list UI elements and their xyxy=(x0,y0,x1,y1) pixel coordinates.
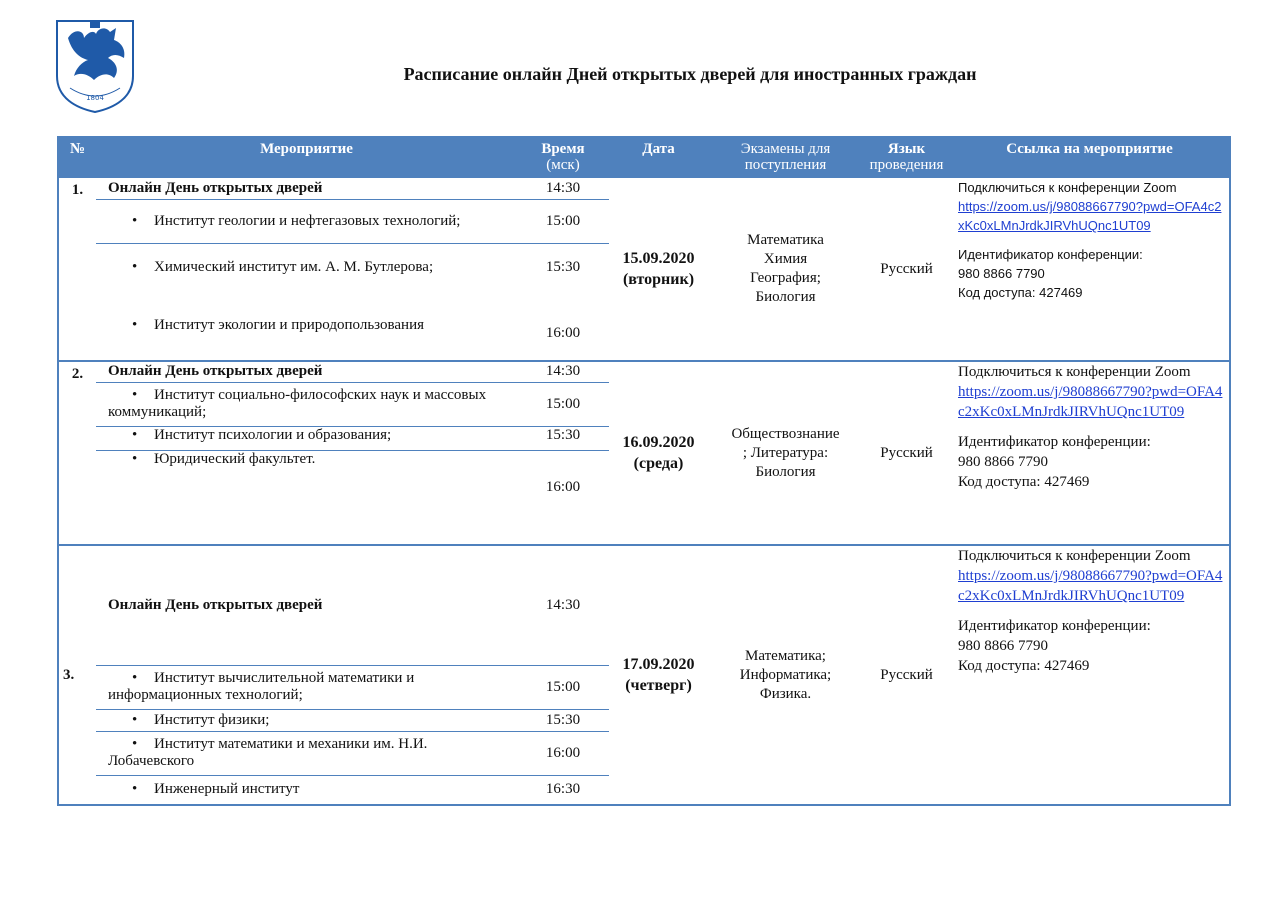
event-time: 16:30 xyxy=(545,781,581,798)
event-date: 17.09.2020 (четверг) xyxy=(609,545,708,805)
conference-id-label: Идентификатор конференции: xyxy=(958,618,1151,634)
col-link: Ссылка на мероприятие xyxy=(950,137,1230,178)
col-exams: Экзамены для поступления xyxy=(708,137,863,178)
conference-link-cell xyxy=(950,178,1230,361)
event-title: Онлайн День открытых дверей xyxy=(96,545,517,665)
event-time: 15:30 xyxy=(545,258,581,275)
event-language: Русский xyxy=(880,260,933,277)
table-row xyxy=(58,178,1230,199)
list-item: • Инженерный институт xyxy=(132,781,300,798)
connect-text: Подключиться к конференции Zoom xyxy=(958,548,1191,564)
list-item: • Институт социально-философских наук и массовых коммуникаций; xyxy=(96,382,517,426)
event-time: 15:00 xyxy=(517,382,609,426)
event-language: Русский xyxy=(863,545,950,805)
list-item: • Юридический факультет. xyxy=(132,450,316,467)
connect-text: Подключиться к конференции Zoom xyxy=(958,180,1177,195)
exams-list: Математика; Информатика; Физика. xyxy=(708,545,863,805)
access-code: Код доступа: 427469 xyxy=(958,658,1090,674)
col-num: № xyxy=(58,137,96,178)
event-time: 16:00 xyxy=(545,325,581,341)
access-code: Код доступа: 427469 xyxy=(958,474,1090,490)
conference-link-cell xyxy=(950,545,1230,805)
row-number: 3. xyxy=(58,545,96,805)
logo-year: 1804 xyxy=(86,94,104,102)
conference-id: 980 8866 7790 xyxy=(958,638,1048,654)
event-language: Русский xyxy=(863,361,950,545)
col-time: Время (мск) xyxy=(517,137,609,178)
exams-list: Обществознание ; Литература: Биология xyxy=(708,361,863,545)
table-row xyxy=(58,361,1230,382)
conference-id: 980 8866 7790 xyxy=(958,454,1048,470)
row-number: 1. xyxy=(71,182,84,198)
conference-id-label: Идентификатор конференции: xyxy=(958,434,1151,450)
university-logo xyxy=(54,18,136,114)
list-item: • Институт психологии и образования; xyxy=(96,426,517,450)
list-item: • Институт вычислительной математики и информационных технологий; xyxy=(96,665,517,709)
page-title: Расписание онлайн Дней открытых дверей для иностранных граждан xyxy=(403,64,977,84)
event-time: 15:30 xyxy=(517,426,609,450)
zoom-link[interactable]: https://zoom.us/j/98088667790?pwd=OFA4c2xKc0xLMnJrdkJIRVhUQnc1UT09 xyxy=(958,199,1222,233)
col-language: Язык проведения xyxy=(863,137,950,178)
table-header xyxy=(58,137,1230,178)
connect-text: Подключиться к конференции Zoom xyxy=(958,364,1191,380)
event-time: 14:30 xyxy=(517,178,609,199)
event-time: 16:00 xyxy=(545,478,581,495)
zoom-link[interactable]: https://zoom.us/j/98088667790?pwd=OFA4c2xKc0xLMnJrdkJIRVhUQnc1UT09 xyxy=(958,384,1223,420)
col-date: Дата xyxy=(609,137,708,178)
event-time: 15:00 xyxy=(517,665,609,709)
event-time: 15:30 xyxy=(517,709,609,731)
row-number: 2. xyxy=(58,361,96,545)
conference-id: 980 8866 7790 xyxy=(958,266,1045,281)
list-item: • Институт экологии и природопользования xyxy=(132,317,424,333)
event-title: Онлайн День открытых дверей xyxy=(96,178,517,199)
exams-list: Математика Химия География; Биология xyxy=(747,232,824,305)
list-item: • Институт математики и механики им. Н.И. Лобачевского xyxy=(96,731,517,775)
event-time: 16:00 xyxy=(517,731,609,775)
event-time: 15:00 xyxy=(517,199,609,243)
list-item: • Институт физики; xyxy=(96,709,517,731)
list-item: • Химический институт им. А. М. Бутлерова; xyxy=(132,258,434,275)
event-date: 16.09.2020 (среда) xyxy=(609,361,708,545)
conference-link-cell xyxy=(950,361,1230,545)
event-title: Онлайн День открытых дверей xyxy=(96,361,517,382)
list-item: • Институт геологии и нефтегазовых технологий; xyxy=(96,199,517,243)
event-time: 14:30 xyxy=(517,361,609,382)
table-row xyxy=(58,545,1230,665)
event-time: 14:30 xyxy=(517,545,609,665)
zoom-link[interactable]: https://zoom.us/j/98088667790?pwd=OFA4c2xKc0xLMnJrdkJIRVhUQnc1UT09 xyxy=(958,568,1223,604)
conference-id-label: Идентификатор конференции: xyxy=(958,247,1143,262)
schedule-table xyxy=(57,136,1231,806)
col-event: Мероприятие xyxy=(96,137,517,178)
event-date: 15.09.2020 (вторник) xyxy=(622,250,695,288)
access-code: Код доступа: 427469 xyxy=(958,285,1083,300)
